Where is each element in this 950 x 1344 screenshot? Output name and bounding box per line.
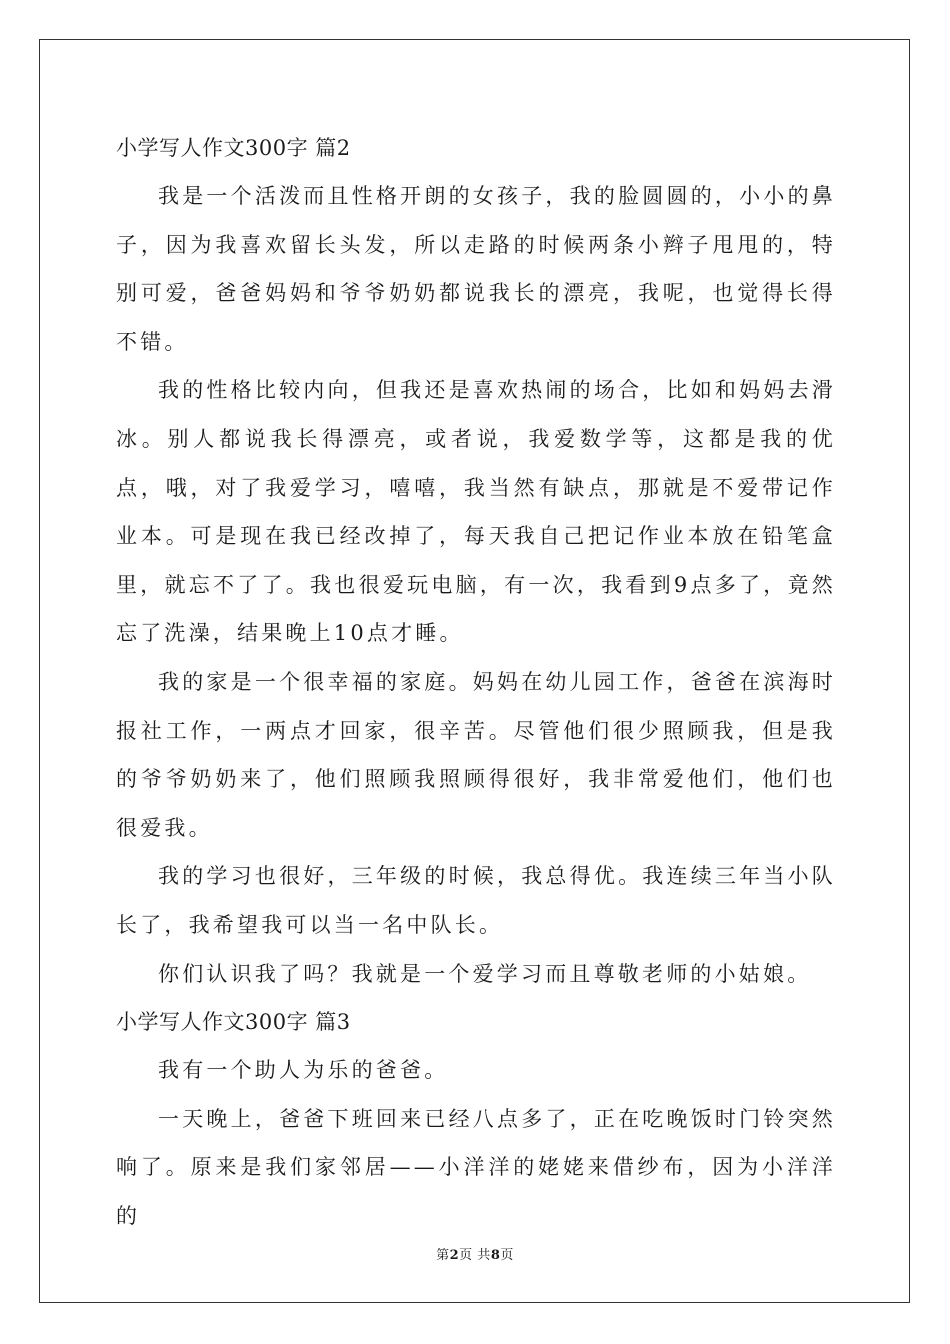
total-page-number: 8: [490, 1248, 501, 1263]
paragraph: 我有一个助人为乐的爸爸。: [158, 1058, 449, 1083]
section-heading: 小学写人作文300字 篇3: [116, 1010, 351, 1035]
paragraph: 我的性格比较内向，但我还是喜欢热闹的场合，比如和妈妈去滑冰。别人都说我长得漂亮，或者说，我爱数学等，这都是我的优点，哦，对了我爱学习，嘻嘻，我当然有缺点，那就是不爱带记作业本。可是现在我已经改掉了，每天我自己把记作业本放在铅笔盒里，就忘不了了。我也很爱玩电脑，有一次，我看到9点多了，竟然忘了洗澡，结果晚上10点才睡。: [116, 378, 836, 646]
document-body: [116, 124, 836, 1240]
paragraph: 你们认识我了吗？我就是一个爱学习而且尊敬老师的小姑娘。: [158, 961, 812, 986]
paragraph: 我是一个活泼而且性格开朗的女孩子，我的脸圆圆的，小小的鼻子，因为我喜欢留长头发，所以走路的时候两条小辫子甩甩的，特别可爱，爸爸妈妈和爷爷奶奶都说我长的漂亮，我呢，也觉得长得不错。: [116, 184, 836, 354]
paragraph: 我的学习也很好，三年级的时候，我总得优。我连续三年当小队长了，我希望我可以当一名中队长。: [116, 864, 836, 937]
page-label-suffix: 页: [500, 1248, 514, 1263]
paragraph: 我的家是一个很幸福的家庭。妈妈在幼儿园工作，爸爸在滨海时报社工作，一两点才回家，很辛苦。尽管他们很少照顾我，但是我的爷爷奶奶来了，他们照顾我照顾得很好，我非常爱他们，他们也很爱我。: [116, 669, 836, 840]
page-footer: [0, 1246, 950, 1266]
page-label-prefix: 第: [436, 1248, 450, 1263]
paragraph: 一天晚上，爸爸下班回来已经八点多了，正在吃晚饭时门铃突然响了。原来是我们家邻居——小洋洋的姥姥来借纱布，因为小洋洋的: [116, 1106, 836, 1228]
page-label-mid: 页 共: [459, 1248, 491, 1263]
section-heading: 小学写人作文300字 篇2: [116, 136, 351, 160]
current-page-number: 2: [449, 1248, 460, 1263]
